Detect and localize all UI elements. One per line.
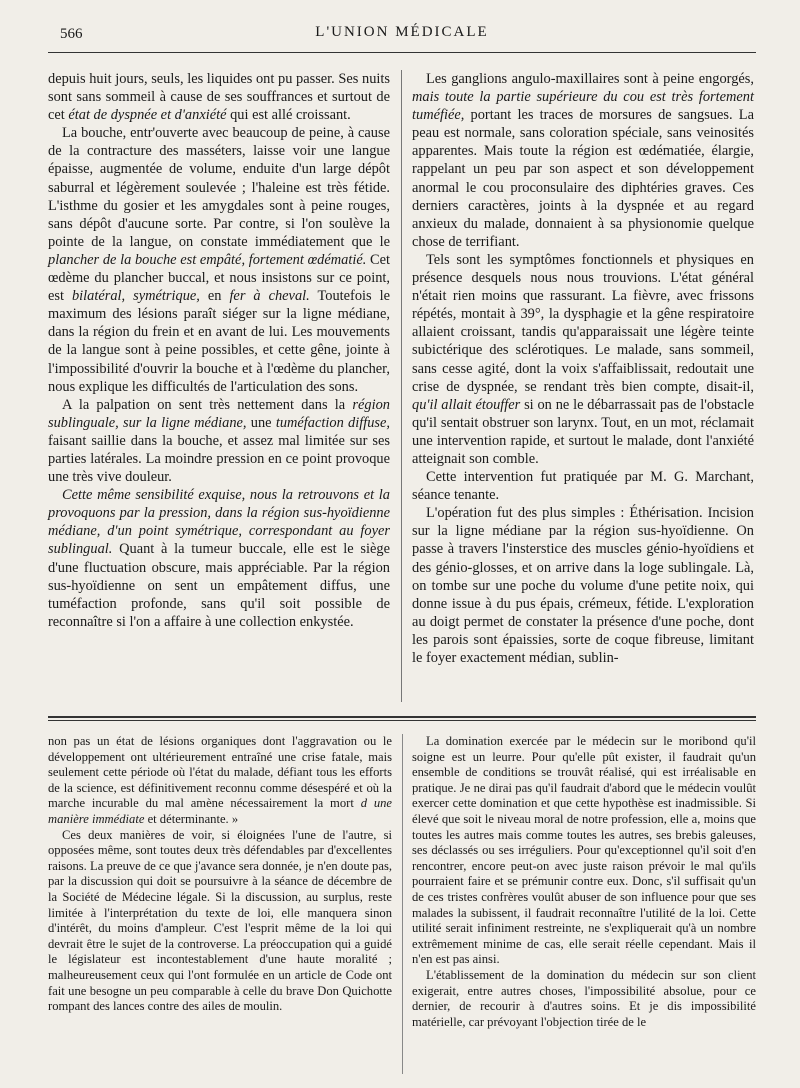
paragraph: Les ganglions angulo-maxillaires sont à peine engorgés, mais toute la partie supérieure du cou est très fortement tuméfiée, portant les traces de morsures de sangsues. La peau est normale, sans coloration spéciale, sans veinosités apparentes. Mais toute la région est œdématiée, élargie, rappelant un peu par son aspect et son développement anormal le cou proconsulaire des diphtéries graves. Ces derniers caractères, joints à la dyspnée et au regard anxieux du malade, donnaient à sa physionomie quelque chose de terrifiant. — [412, 71, 754, 250]
header-rule — [48, 52, 756, 53]
paragraph: La bouche, entr'ouverte avec beaucoup de peine, à cause de la contracture des masséters, laisse voir une langue épaisse, augmentée de volume, enduite d'un large dépôt saburral et légèrement soulevée ; l'haleine est très fétide. L'isthme du gosier et les amygdales sont à peine rouges, sans dépôt d'aucune sorte. Par contre, si l'on soulève la pointe de la langue, on constate immédiatement que le plancher de la bouche est empâté, fortement œdématié. Cet œdème du plancher buccal, et nous insistons sur ce point, est bilatéral, symétrique, en fer à cheval. Toutefois le maximum des lésions paraît siéger sur la ligne médiane, dans la région du frein et en avant de lui. Les mouvements de la langue sont à peine possibles, et cette gêne, jointe à l'impossibilité d'ouvrir la bouche et à l'œdème du plancher, nous explique les difficultés de l'articulation des sons. — [48, 125, 390, 395]
paragraph: L'opération fut des plus simples : Éthérisation. Incision sur la ligne médiane par la région sus-hyoïdienne. On passe à travers l'insterstice des muscles génio-hyoïdiens et des génio-glosses, et on arrive dans la loge sublingale. Là, on tombe sur une poche du volume d'une petite noix, qui donne issue à du pus épais, crémeux, fétide. L'exploration au doigt permet de constater la présence d'une poche, dont les parois sont épaissies, sorte de coque fibreuse, limitant le foyer exactement médian, sublin- — [412, 505, 754, 666]
page-number: 566 — [60, 26, 83, 42]
paragraph: A la palpation on sent très nettement dans la région sublinguale, sur la ligne médiane, une tuméfaction diffuse, faisant saillie dans la bouche, et assez mal limitée sur ses parties latérales. La moindre pression en ce point provoque une très vive douleur. — [48, 396, 391, 486]
paragraph: depuis huit jours, seuls, les liquides ont pu passer. Ses nuits sont sans sommeil à cause de ses souffrances et surtout de cet état de dyspnée et d'anxiété qui est allé croissant. — [48, 71, 390, 124]
upper-right-column — [412, 70, 754, 667]
section-rule — [48, 716, 756, 718]
paragraph: Cette même sensibilité exquise, nous la retrouvons et la provoquons par la pression, dans la région sus-hyoïdienne médiane, d'un point symétrique, correspondant au foyer sublingual. Quant à la tumeur buccale, elle est le siège d'une fluctuation obscure, mais appréciable. Par la région sus-hyoïdienne on sent un empâtement diffus, une tuméfaction profonde, sans qu'il soit possible de reconnaître si l'on a affaire à une collection enkystée. — [48, 487, 390, 630]
paragraph: La domination exercée par le médecin sur le moribond qu'il soigne est un leurre. Pour qu'elle pût exister, il faudrait qu'un ensemble de conditions se trouvât réalisé, qui est irréalisable en pratique. Je ne dirai pas qu'il faudrait d'abord que le médecin voulût exercer cette domination et que cette hypothèse est inadmissible. Si élevé que soit le niveau moral de notre profession, elle a, moins que toutes les autres mais comme toutes les autres, ses brebis galeuses, ses déclassés ou ses irréguliers. Pour qu'exceptionnel qu'il soit d'en rencontrer, encore peut-on avec juste raison prévoir le mal qu'ils pourraient faire et se prémunir contre eux. Donc, s'il suffisait qu'un de ces tristes confrères voulût abuser de son influence pour que ses malades la subissent, il faudrait reconnaître l'utilité de la loi. Cette utilité serait infiniment restreinte, ne s'expliquerait qu'à un nombre extrêmement minime de cas, elle serait réelle cependant. Mais il n'en est pas ainsi. — [412, 734, 756, 967]
paragraph: L'établissement de la domination du médecin sur son client exigerait, entre autres choses, l'impossibilité absolue, pour ce dernier, de recourir à d'autres soins. Et je dis impossibilité matérielle, car prévoyant l'objection tirée de le — [412, 967, 756, 1029]
paragraph: Tels sont les symptômes fonctionnels et physiques en présence desquels nous nous trouvions. L'état général n'était rien moins que rassurant. La fièvre, avec frissons répétés, montait à 39°, la dysphagie et la gêne respiratoire allaient croissant, tandis qu'apparaissait une légère teinte subictérique des sclérotiques. Le malade, sans sommeil, sans cesse agité, dont la voix s'affaiblissait, redoutait une crise de dyspnée, se rendant très bien compte, disait-il, qu'il allait étouffer si on ne le débarrassait pas de l'obstacle qu'il sentait obstruer son larynx. Tout, en un mot, réclamait une intervention rapide, et surtout le malade, dont l'anxiété atteignait son comble. — [412, 251, 754, 467]
page-header — [48, 24, 756, 46]
column-divider — [402, 734, 403, 1074]
upper-left-column — [48, 70, 390, 631]
journal-title: L'UNION MÉDICALE — [315, 24, 489, 40]
lower-left-column — [48, 734, 392, 1015]
lower-right-column — [412, 734, 756, 1030]
column-divider — [401, 70, 402, 702]
section-rule — [48, 720, 756, 721]
paragraph: Cette intervention fut pratiquée par M. G. Marchant, séance tenante. — [412, 469, 754, 504]
paragraph: non pas un état de lésions organiques dont l'aggravation ou le développement ont ultérieurement entraîné une crise fatale, mais seulement cette période où l'état du malade, défiant tous les efforts de la science, est définitivement reconnu comme désespéré et où la marche incurable du mal amène nécessairement la mort d une manière immédiate et déterminante. » — [48, 734, 392, 826]
paragraph: Ces deux manières de voir, si éloignées l'une de l'autre, si opposées même, sont toutes deux très défendables par d'excellentes raisons. La preuve de ce que j'avance sera donnée, je n'en doute pas, par la discussion qui doit se poursuivre à la séance de décembre de la Société de Médecine légale. Si la discussion, au surplus, reste limitée à l'interprétation du texte de loi, elle manquera sinon d'intérêt, du moins d'ampleur. C'est l'esprit même de la loi qui devrait être le sujet de la controverse. La préoccupation qui a guidé le législateur est incontestablement d'une haute moralité ; malheureusement ceux qui l'ont formulée en un article de Code ont fait une besogne un peu comparable à celle du brave Don Quichotte rompant des lances contre des ailes de moulin. — [48, 827, 392, 1014]
